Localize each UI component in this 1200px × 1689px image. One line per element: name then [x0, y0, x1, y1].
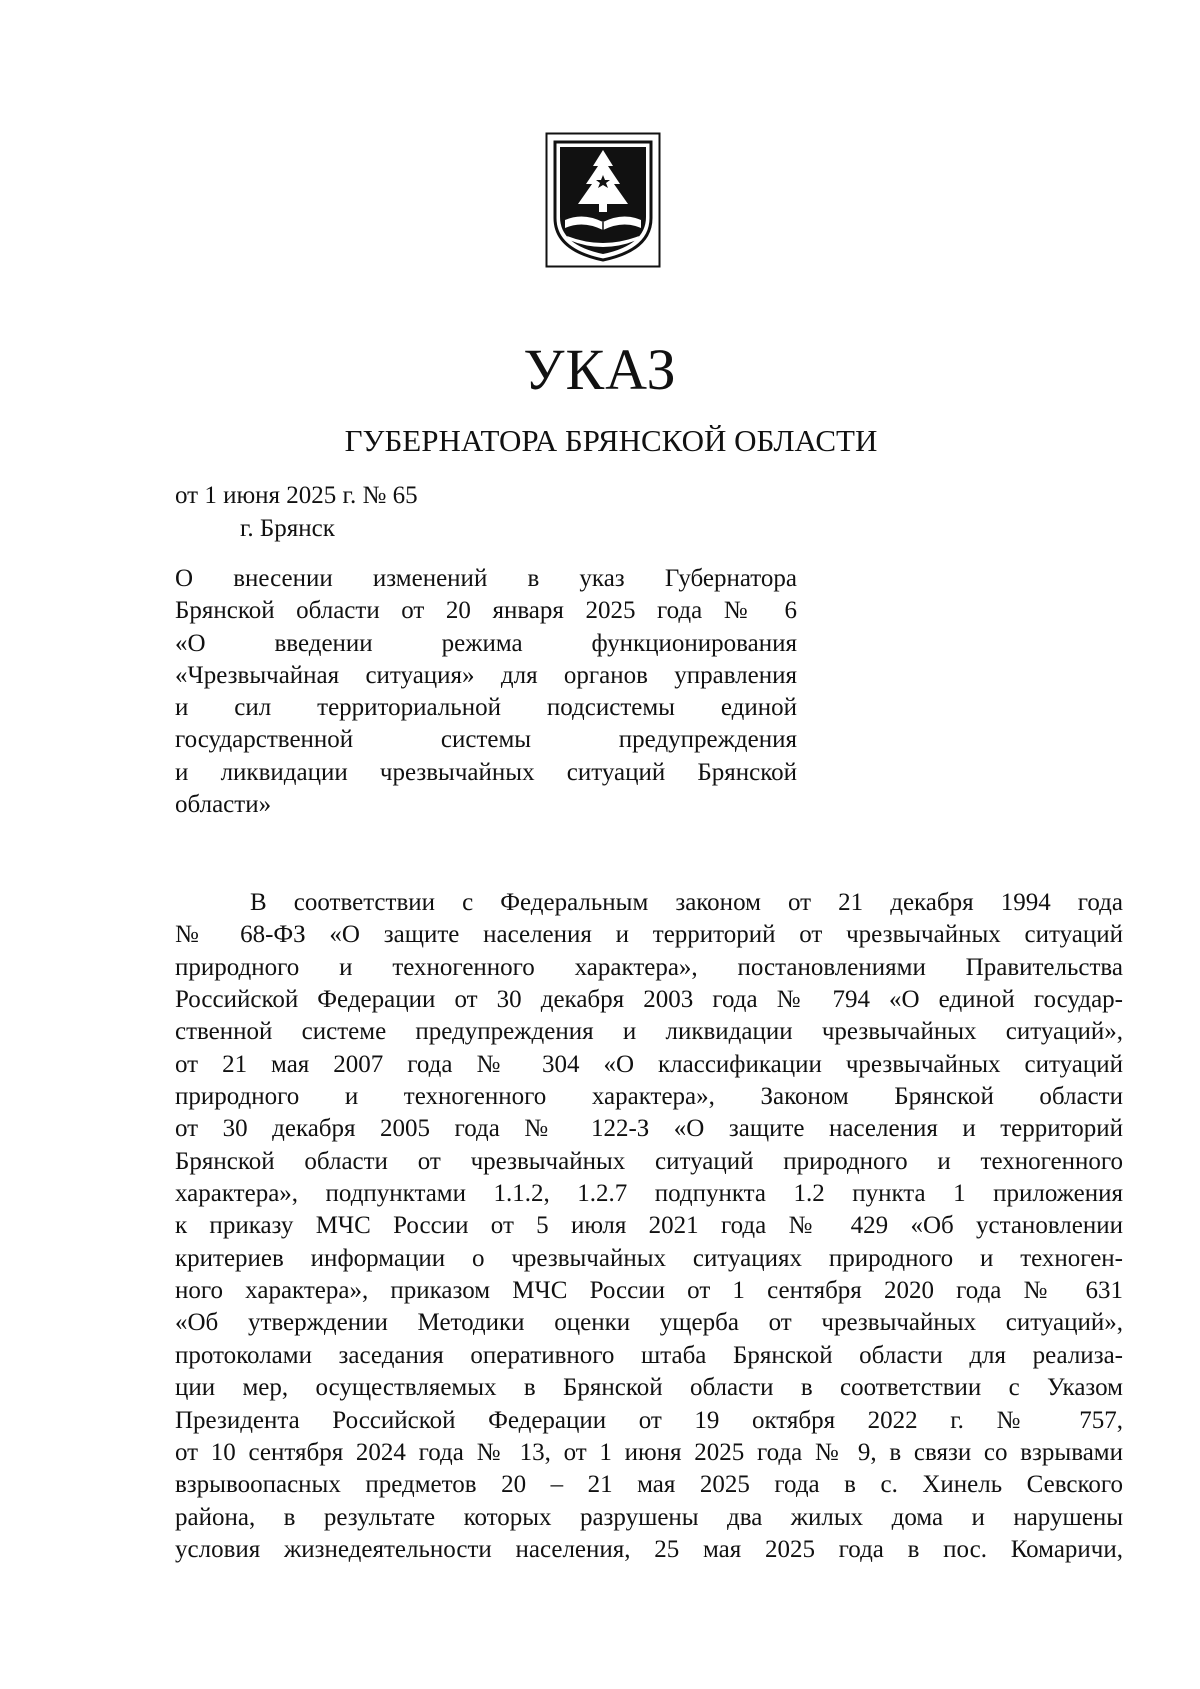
body-line: ственной системе предупреждения и ликвидации чрезвычайных ситуаций»,: [175, 1018, 1123, 1046]
body-line: от 30 декабря 2005 года № 122-З «О защите населения и территорий: [175, 1115, 1123, 1143]
body-line: Брянской области от чрезвычайных ситуаций природного и техногенного: [175, 1147, 1123, 1175]
body-line: критериев информации о чрезвычайных ситуациях природного и техноген-: [175, 1244, 1123, 1272]
body-line: от 10 сентября 2024 года № 13, от 1 июня 2025 года № 9, в связи со взрывами: [175, 1438, 1123, 1466]
body-line: природного и техногенного характера», постановлениями Правительства: [175, 953, 1123, 981]
heading-line: государственной системы предупреждения: [175, 726, 797, 754]
decree-body-paragraph: [175, 887, 1123, 1566]
body-line: к приказу МЧС России от 5 июля 2021 года № 429 «Об установлении: [175, 1212, 1123, 1240]
decree-heading: [175, 563, 797, 821]
body-line: взрывоопасных предметов 20 – 21 мая 2025 года в с. Хинель Севского: [175, 1471, 1123, 1499]
heading-line: и сил территориальной подсистемы единой: [175, 694, 797, 722]
heading-line: «Чрезвычайная ситуация» для органов управления: [175, 661, 797, 689]
body-line: протоколами заседания оперативного штаба Брянской области для реализа-: [175, 1341, 1123, 1369]
body-line: условия жизнедеятельности населения, 25 мая 2025 года в пос. Комаричи,: [175, 1535, 1123, 1563]
heading-line: области»: [175, 791, 272, 819]
body-line: от 21 мая 2007 года № 304 «О классификации чрезвычайных ситуаций: [175, 1050, 1123, 1078]
coat-of-arms-icon: [545, 132, 661, 268]
heading-line: О внесении изменений в указ Губернатора: [175, 565, 797, 592]
body-line: Российской Федерации от 30 декабря 2003 года № 794 «О единой государ-: [175, 986, 1123, 1014]
body-line: характера», подпунктами 1.1.2, 1.2.7 подпункта 1.2 пункта 1 приложения: [175, 1180, 1123, 1208]
heading-line: «О введении режима функционирования: [175, 629, 797, 657]
document-title: УКАЗ: [523, 337, 677, 402]
body-line: района, в результате которых разрушены два жилых дома и нарушены: [175, 1503, 1123, 1531]
body-line: В соответствии с Федеральным законом от 21 декабря 1994 года: [250, 889, 1123, 916]
body-line: Президента Российской Федерации от 19 октября 2022 г. № 757,: [175, 1406, 1123, 1434]
heading-line: и ликвидации чрезвычайных ситуаций Брянской: [175, 758, 797, 786]
body-line: ции мер, осуществляемых в Брянской области в соответствии с Указом: [175, 1374, 1123, 1402]
body-line: ного характера», приказом МЧС России от 1 сентября 2020 года № 631: [175, 1277, 1123, 1305]
document-subtitle: ГУБЕРНАТОРА БРЯНСКОЙ ОБЛАСТИ: [344, 423, 878, 458]
decree-date-number: от 1 июня 2025 г. № 65: [175, 482, 418, 509]
decree-city: г. Брянск: [240, 515, 335, 542]
body-line: «Об утверждении Методики оценки ущерба от чрезвычайных ситуаций»,: [175, 1309, 1123, 1337]
body-line: природного и техногенного характера», Законом Брянской области: [175, 1083, 1123, 1111]
heading-line: Брянской области от 20 января 2025 года № 6: [175, 597, 797, 625]
body-line: № 68-ФЗ «О защите населения и территорий от чрезвычайных ситуаций: [175, 921, 1123, 949]
